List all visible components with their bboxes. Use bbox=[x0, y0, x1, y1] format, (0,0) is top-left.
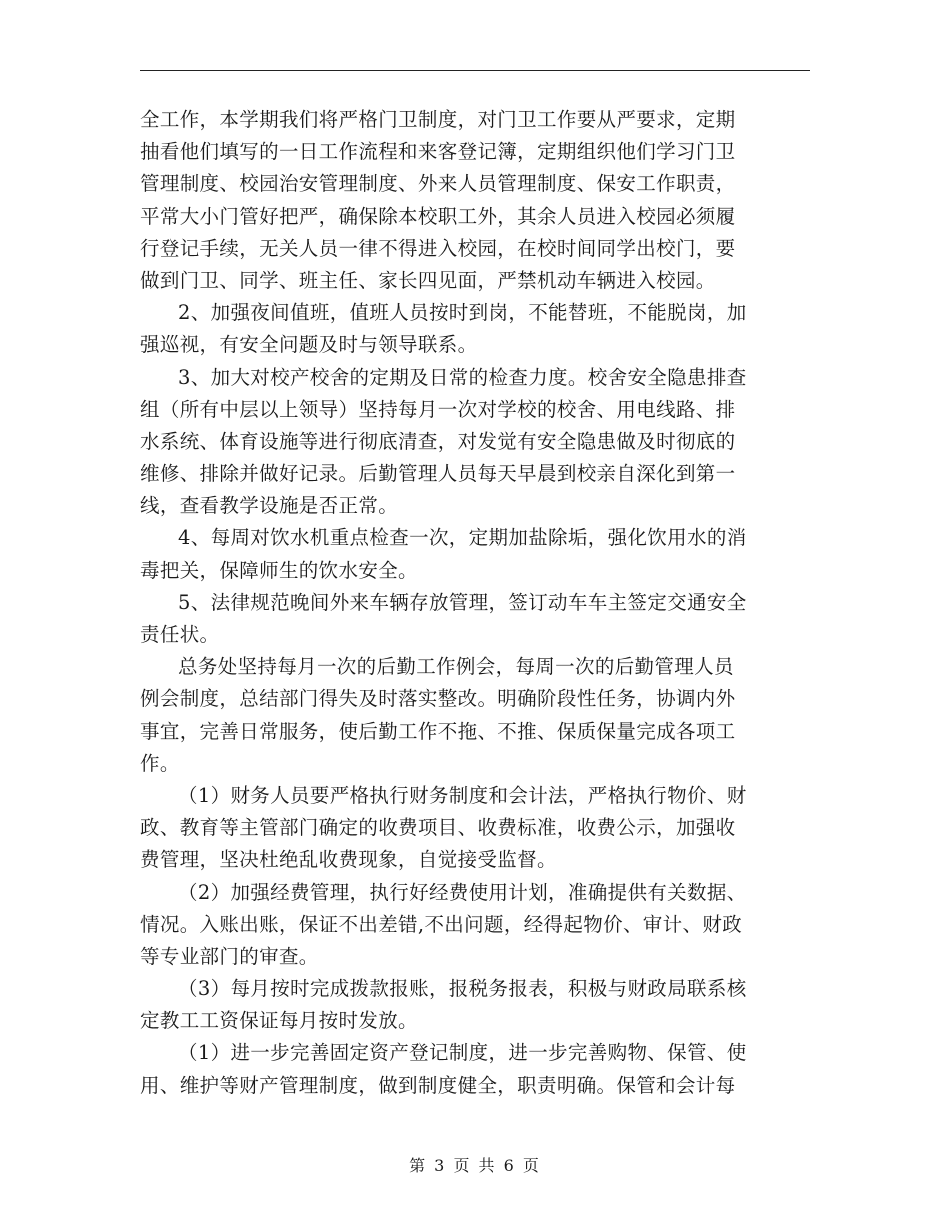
text-line: 抽看他们填写的一日工作流程和来客登记簿，定期组织他们学习门卫 bbox=[140, 140, 736, 164]
text-line: 行登记手续，无关人员一律不得进入校园，在校时间同学出校门，要 bbox=[140, 236, 736, 260]
text-line: 用、维护等财产管理制度，做到制度健全，职责明确。保管和会计每 bbox=[140, 1073, 736, 1097]
page-number-footer: 第 3 页 共 6 页 bbox=[409, 1156, 541, 1175]
text-line: （1）财务人员要严格执行财务制度和会计法，严格执行物价、财 bbox=[178, 783, 747, 807]
text-line: 维修、排除并做好记录。后勤管理人员每天早晨到校亲自深化到第一 bbox=[140, 462, 736, 486]
text-line: 定教工工资保证每月按时发放。 bbox=[140, 1009, 418, 1033]
document-body bbox=[140, 104, 810, 1102]
text-line: 水系统、体育设施等进行彻底清查，对发觉有安全隐患做及时彻底的 bbox=[140, 429, 736, 453]
text-line: 全工作，本学期我们将严格门卫制度，对门卫工作要从严要求，定期 bbox=[140, 108, 736, 131]
text-line: 平常大小门管好把严，确保除本校职工外，其余人员进入校园必须履 bbox=[140, 204, 736, 228]
text-line: 毒把关，保障师生的饮水安全。 bbox=[140, 558, 418, 582]
text-line: 线，查看教学设施是否正常。 bbox=[140, 494, 399, 518]
text-line: 组（所有中层以上领导）坚持每月一次对学校的校舍、用电线路、排 bbox=[140, 397, 736, 421]
text-line: 事宜，完善日常服务，使后勤工作不拖、不推、保质保量完成各项工 bbox=[140, 719, 736, 743]
text-line: 管理制度、校园治安管理制度、外来人员管理制度、保安工作职责， bbox=[140, 172, 736, 196]
header-rule bbox=[140, 70, 810, 71]
text-line: （1）进一步完善固定资产登记制度，进一步完善购物、保管、使 bbox=[178, 1041, 747, 1065]
text-line: 责任状。 bbox=[140, 623, 220, 646]
text-line: 做到门卫、同学、班主任、家长四见面，严禁机动车辆进入校园。 bbox=[140, 268, 716, 292]
text-line: 2、加强夜间值班，值班人员按时到岗，不能替班，不能脱岗，加 bbox=[178, 301, 747, 325]
text-line: 总务处坚持每月一次的后勤工作例会，每周一次的后勤管理人员 bbox=[178, 655, 734, 679]
text-line: 4、每周对饮水机重点检查一次，定期加盐除垢，强化饮用水的消 bbox=[178, 526, 747, 550]
text-line: 等专业部门的审查。 bbox=[140, 944, 319, 968]
text-line: 例会制度，总结部门得失及时落实整改。明确阶段性任务，协调内外 bbox=[140, 687, 736, 711]
text-line: 3、加大对校产校舍的定期及日常的检查力度。校舍安全隐患排查 bbox=[178, 365, 747, 389]
text-line: 情况。入账出账，保证不出差错,不出问题，经得起物价、审计、财政 bbox=[140, 912, 743, 936]
text-line: 强巡视，有安全问题及时与领导联系。 bbox=[140, 333, 478, 357]
text-line: 政、教育等主管部门确定的收费项目、收费标准，收费公示，加强收 bbox=[140, 816, 736, 840]
text-line: 费管理，坚决杜绝乱收费现象，自觉接受监督。 bbox=[140, 848, 557, 872]
text-line: （3）每月按时完成拨款报账，报税务报表，积极与财政局联系核 bbox=[178, 977, 747, 1001]
text-line: （2）加强经费管理，执行好经费使用计划，准确提供有关数据、 bbox=[178, 880, 747, 904]
text-line: 5、法律规范晚间外来车辆存放管理，签订动车车主签定交通安全 bbox=[178, 590, 747, 614]
text-line: 作。 bbox=[140, 751, 180, 775]
